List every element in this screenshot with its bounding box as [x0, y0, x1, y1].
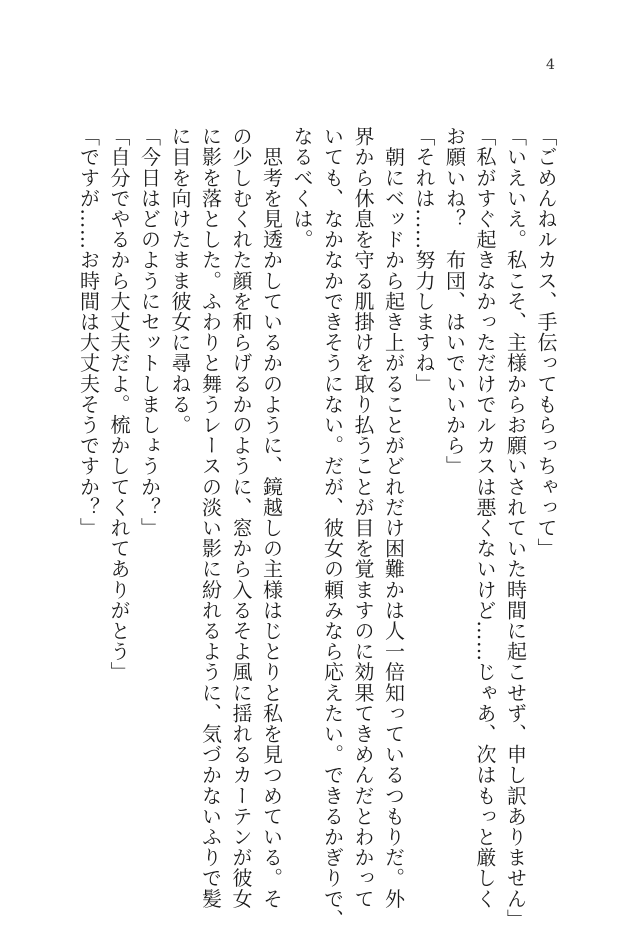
text-line: 界から休息を守る肌掛けを取り払うことが目を覚ますのに効果てきめんだとわかって	[351, 126, 375, 909]
text-line: に影を落とした。ふわりと舞うレースの淡い影に紛れるように、気づかないふりで髪	[198, 126, 223, 909]
text-line: いても、なかなかできそうにない。だが、彼女の頼みなら応えたい。できるかぎりで、	[320, 126, 345, 929]
text-line: 「自分でやるから大丈夫だよ。梳かしてくれてありがとう」	[107, 126, 131, 683]
text-line: に目を向けたまま彼女に尋ねる。	[168, 126, 192, 435]
text-line: 「私がすぐ起きなかっただけでルカスは悪くないけど……じゃあ、次はもっと厳しく	[473, 126, 497, 909]
text-line: なるべくは。	[290, 126, 314, 250]
text-line: 思考を見透かしているかのように、鏡越しの主様はじとりと私を見つめている。そ	[259, 126, 284, 909]
text-line: 朝にベッドから起き上がることがどれだけ困難かは人一倍知っているつもりだ。外	[381, 126, 406, 909]
text-line: 「それは……努力しますね」	[412, 126, 436, 394]
text-line: 「ですが……お時間は大丈夫そうですか？」	[76, 126, 101, 538]
text-line: 「ごめんねルカス、手伝ってもらっちゃって」	[534, 126, 558, 559]
text-line: 「今日はどのようにセットしましょうか？」	[137, 126, 162, 538]
vertical-text-body	[73, 126, 561, 929]
text-line: お願いね？ 布団、はいでいいから」	[442, 126, 467, 477]
text-line: の少しむくれた顔を和らげるかのように、窓から入るそよ風に揺れるカーテンが彼女	[229, 126, 253, 909]
page-number: 4	[546, 57, 555, 73]
text-line: 「いえいえ。私こそ、主様からお願いされていた時間に起こせず、申し訳ありません」	[503, 126, 528, 929]
